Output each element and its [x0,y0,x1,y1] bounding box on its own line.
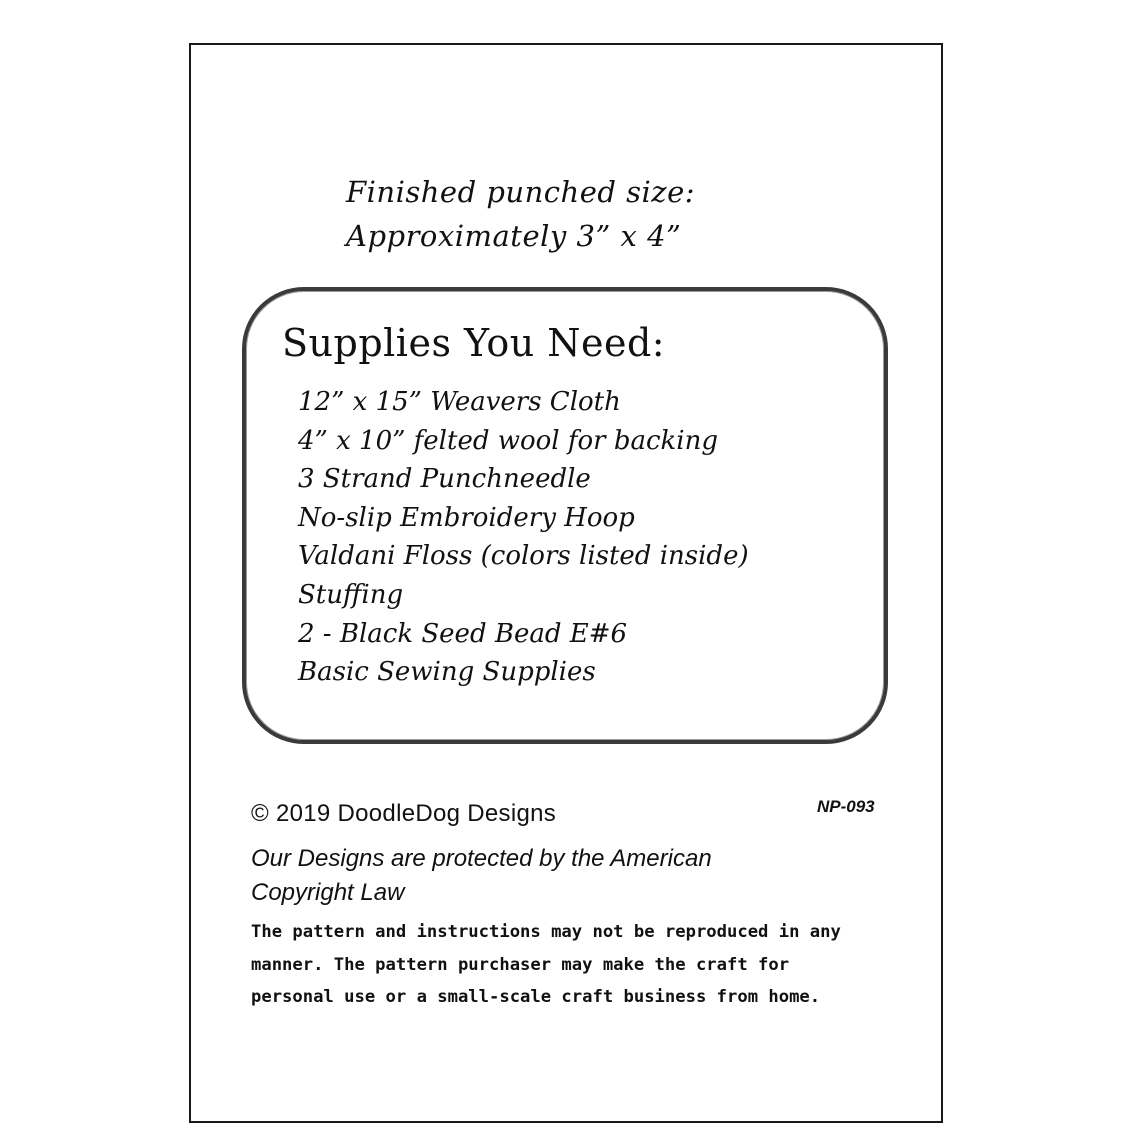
legal-line: manner. The pattern purchaser may make the craft for [251,954,790,975]
legal-text [251,916,911,1014]
supplies-title: Supplies You Need: [282,321,666,365]
supply-item: Stuffing [298,579,404,610]
supply-item: 4” x 10” felted wool for backing [298,425,719,456]
legal-line: The pattern and instructions may not be reproduced in any [251,922,841,942]
finished-size-block [346,170,695,258]
copyright-protection-notice [251,842,891,910]
finished-size-dimensions: Approximately 3” x 4” [346,219,682,253]
supply-item: No-slip Embroidery Hoop [298,502,635,533]
legal-line: personal use or a small-scale craft business from home. [251,987,821,1007]
pattern-code: NP-093 [817,797,875,816]
finished-size-label: Finished punched size: [346,175,696,209]
pattern-card [189,43,943,1123]
supply-item: Valdani Floss (colors listed inside) [298,541,749,572]
supply-item: 3 Strand Punchneedle [298,464,591,495]
protected-line: Our Designs are protected by the American [251,845,712,872]
supplies-box [242,287,888,744]
supply-item: 2 - Black Seed Bead E#6 [298,618,628,649]
copyright-notice: © 2019 DoodleDog Designs [251,800,557,827]
supply-item: 12” x 15” Weavers Cloth [298,387,621,417]
protected-line: Copyright Law [251,879,405,906]
supplies-list [298,383,749,692]
supply-item: Basic Sewing Supplies [298,657,596,688]
